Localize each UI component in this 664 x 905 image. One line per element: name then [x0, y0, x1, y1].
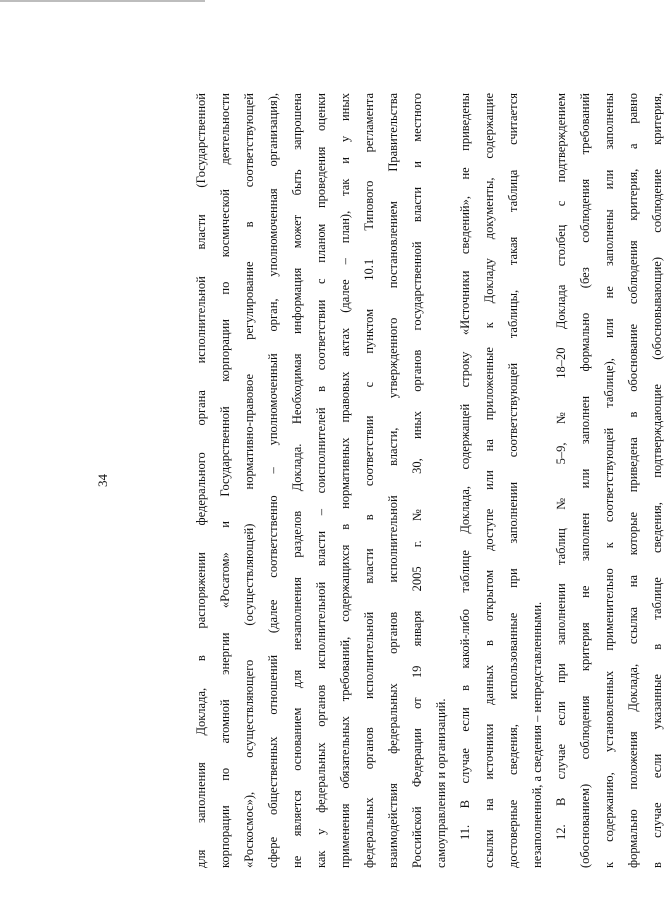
text-line: к содержанию, установленных применительно к соответствующей таблице), или не заполнены или заполнены [602, 93, 616, 868]
text-line: «Роскосмос»), осуществляющего (осуществляющей) нормативно-правовое регулирование в соответствующей [242, 93, 256, 868]
text-line: корпорации по атомной энергии «Росатом» и Государственной корпорации по космической деятельности [218, 93, 232, 868]
text-line: как у федеральных органов исполнительной власти – соисполнителей в соответствии с планом проведения оценки [314, 93, 328, 868]
text-line: федеральных органов исполнительной власти в соответствии с пунктом 10.1 Типового регламента [362, 93, 376, 868]
paragraph-11-first-line: 11. В случае если в какой-либо таблице Доклада, содержащей строку «Источники сведений», не приведены [458, 93, 472, 840]
text-line: (обоснованием) соблюдения критерия не заполнен или заполнен формально (без соблюдения требований [578, 93, 592, 868]
text-line: применения обязательных требований, содержащихся в нормативных правовых актах (далее – план), так и у иных [338, 93, 352, 868]
text-line: самоуправления и организаций. [434, 698, 448, 868]
text-line: в случае если указанные в таблице сведения, подтверждающие (обосновывающие) соблюдение критерия, [650, 93, 664, 868]
text-line: незаполненной, а сведения – непредставленными. [530, 601, 544, 868]
text-line: формально положения Доклада, ссылка на которые приведена в обоснование соблюдения критерия, а равно [626, 93, 640, 868]
header-rule [0, 0, 205, 2]
text-line: ссылки на источники данных в открытом доступе или на приложенные к Докладу документы, содержащие [482, 93, 496, 868]
text-line: для заполнения Доклада, в распоряжении федерального органа исполнительной власти (Государственной [194, 93, 208, 868]
text-line: сфере общественных отношений (далее соответственно – уполномоченный орган, уполномоченная организация), [266, 93, 280, 868]
text-line: Российской Федерации от 19 января 2005 г. № 30, иных органов государственной власти и местного [410, 93, 424, 868]
text-line: достоверные сведения, использованные при заполнении соответствующей таблицы, такая таблица считается [506, 93, 520, 868]
text-line: взаимодействия федеральных органов исполнительной власти, утвержденного постановлением Правительства [386, 93, 400, 868]
rotated-page [95, 93, 664, 868]
page-number: 34 [95, 474, 110, 487]
paragraph-12-first-line: 12. В случае если при заполнении таблиц № 5–9, № 18–20 Доклада столбец с подтверждением [554, 93, 568, 840]
text-line: не является основанием для незаполнения разделов Доклада. Необходимая информация может быть запрошена [290, 93, 304, 868]
